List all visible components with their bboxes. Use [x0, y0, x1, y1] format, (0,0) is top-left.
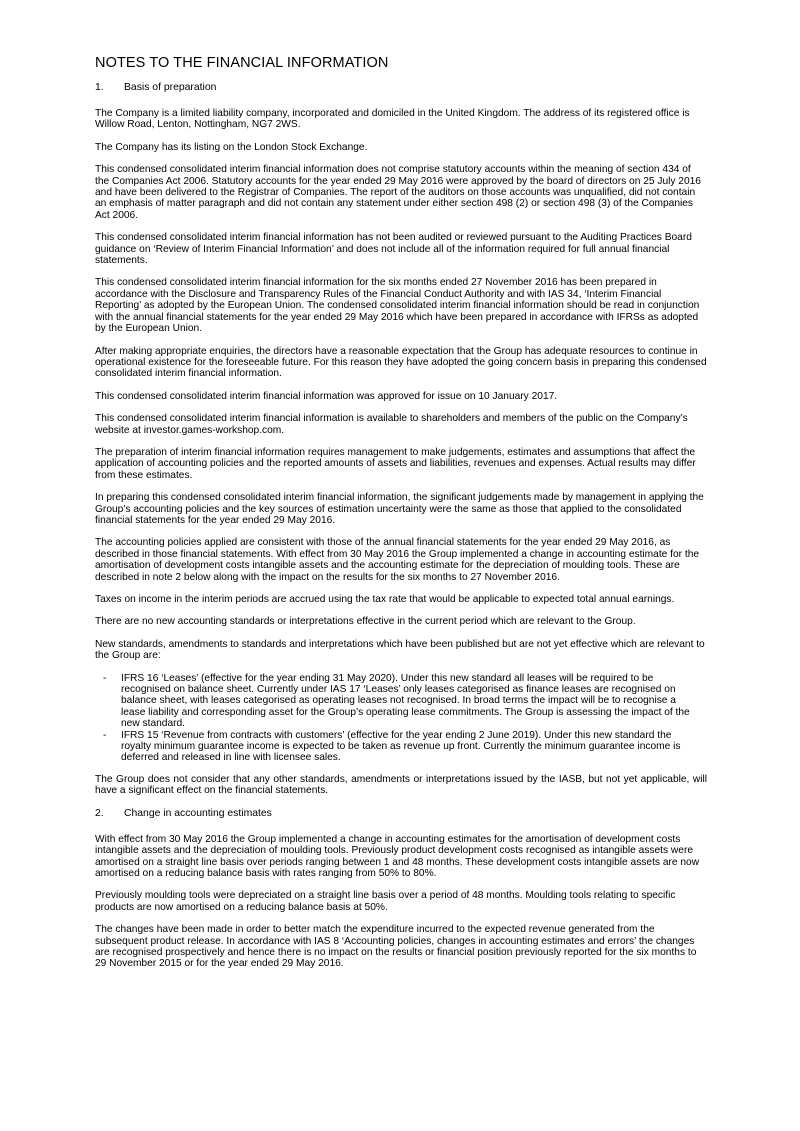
paragraph-change-estimates: With effect from 30 May 2016 the Group implemented a change in accounting estimates for the amortisation of development costs intangible assets and the depreciation of moulding tools. Previously product development costs recognised as intangible assets were amortised on a straight line basis over periods ranging between 1 and 48 months. These development costs intangible assets are now amortised on a reducing balance basis with rates ranging from 50% to 80%.	[95, 833, 700, 879]
paragraph-closing: The Group does not consider that any other standards, amendments or interpretations issued by the IASB, but not yet applicable, will have a significant effect on the financial statements.	[95, 773, 707, 797]
paragraph-ias8: The changes have been made in order to better match the expenditure incurred to the expected revenue generated from the subsequent product release. In accordance with IAS 8 ‘Accounting policies, changes in accounting estimates and errors’ the changes are recognised prospectively and hence there is no impact on the results or financial position previously reported for the six months to 29 November 2015 or for the year ended 29 May 2016.	[95, 924, 697, 970]
paragraph-listing: The Company has its listing on the London Stock Exchange.	[95, 141, 368, 153]
bullet-marker: -	[103, 729, 107, 741]
paragraph-company-address: The Company is a limited liability company, incorporated and domiciled in the United Kingdom. The address of its registered office is Willow Road, Lenton, Nottingham, NG7 2WS.	[95, 108, 690, 131]
page-title: NOTES TO THE FINANCIAL INFORMATION	[95, 55, 389, 71]
paragraph-estimates: The preparation of interim financial information requires management to make judgements, estimates and assumptions that affect the application of accounting policies and the reported amounts of assets and liabilities, revenues and expenses. Actual results may differ from these estimates.	[95, 446, 696, 481]
paragraph-ias34: This condensed consolidated interim financial information for the six months ended 27 November 2016 has been prepared in accordance with the Disclosure and Transparency Rules of the Financial Conduct Authority and with IAS 34, ‘Interim Financial Reporting’ as adopted by the European Union. The condensed consolidated interim financial information should be read in conjunction with the annual financial statements for the year ended 29 May 2016 which have been prepared in accordance with IFRSs as adopted by the European Union.	[95, 277, 700, 335]
section-heading-basis-of-preparation	[95, 82, 707, 93]
paragraph-new-standards-intro: New standards, amendments to standards and interpretations which have been published but are not yet effective which are relevant to the Group are:	[95, 638, 705, 662]
list-item-text: IFRS 15 ‘Revenue from contracts with customers’ (effective for the year ending 2 June 2019). Under this new standard the royalty minimum guarantee income is expected to be taken as revenue up front. Currently the minimum guarantee income is deferred and released in line with licensee sales.	[121, 729, 681, 764]
paragraph-no-new-standards: There are no new accounting standards or interpretations effective in the current period which are relevant to the Group.	[95, 616, 636, 628]
document-page	[95, 55, 707, 981]
list-item-text: IFRS 16 ‘Leases’ (effective for the year ending 31 May 2020). Under this new standard all leases will be required to be recognised on balance sheet. Currently under IAS 17 ‘Leases’ only leases categorised as finance leases are recognised on balance sheet, with leases categorised as operating leases not recognised. In broad terms the impact will be to recognise a lease liability and corresponding asset for the Group’s operating lease commitments. The Group is assessing the impact of the new standard.	[121, 672, 690, 730]
paragraph-moulding-tools: Previously moulding tools were depreciated on a straight line basis over a period of 48 months. Moulding tools relating to specific products are now amortised on a reducing balance basis at 50%.	[95, 890, 676, 913]
paragraph-accounting-policies: The accounting policies applied are consistent with those of the annual financial statements for the year ended 29 May 2016, as described in those financial statements. With effect from 30 May 2016 the Group implemented a change in accounting estimate for the amortisation of development costs intangible assets and the accounting estimate for the depreciation of moulding tools. These are described in note 2 below along with the impact on the results for the six months to 27 November 2016.	[95, 537, 700, 583]
paragraph-judgements: In preparing this condensed consolidated interim financial information, the significant judgements made by management in applying the Group’s accounting policies and the key sources of estimation uncertainty were the same as those that applied to the consolidated financial statements for the year ended 29 May 2016.	[95, 492, 704, 526]
paragraph-going-concern: After making appropriate enquiries, the directors have a reasonable expectation that the Group has adequate resources to continue in operational existence for the foreseeable future. For this reason they have adopted the going concern basis in preparing this condensed consolidated interim financial information.	[95, 345, 707, 380]
paragraph-website: This condensed consolidated interim financial information is available to shareholders and members of the public on the Company’s website at investor.games-workshop.com.	[95, 413, 688, 436]
section-number: 1.	[95, 82, 104, 93]
section-number: 2.	[95, 807, 104, 819]
paragraph-statutory-accounts: This condensed consolidated interim financial information does not comprise statutory accounts within the meaning of section 434 of the Companies Act 2006. Statutory accounts for the year ended 29 May 2016 were approved by the board of directors on 25 July 2016 and have been delivered to the Registrar of Companies. The report of the auditors on those accounts was unqualified, did not contain an emphasis of matter paragraph and did not contain any statement under either section 498 (2) or section 498 (3) of the Companies Act 2006.	[95, 164, 701, 221]
list-item	[95, 673, 707, 730]
section-title: Change in accounting estimates	[124, 807, 272, 819]
section-heading-change-in-estimates	[95, 808, 707, 819]
section-title: Basis of preparation	[124, 82, 217, 93]
paragraph-approval: This condensed consolidated interim financial information was approved for issue on 10 January 2017.	[95, 390, 558, 402]
paragraph-taxes: Taxes on income in the interim periods are accrued using the tax rate that would be applicable to expected total annual earnings.	[95, 594, 675, 605]
new-standards-list	[95, 673, 707, 764]
paragraph-not-audited: This condensed consolidated interim financial information has not been audited or reviewed pursuant to the Auditing Practices Board guidance on ‘Review of Interim Financial Information’ and does not include all of the information required for full annual financial statements.	[95, 232, 692, 267]
bullet-marker: -	[103, 672, 107, 684]
list-item	[95, 730, 707, 764]
